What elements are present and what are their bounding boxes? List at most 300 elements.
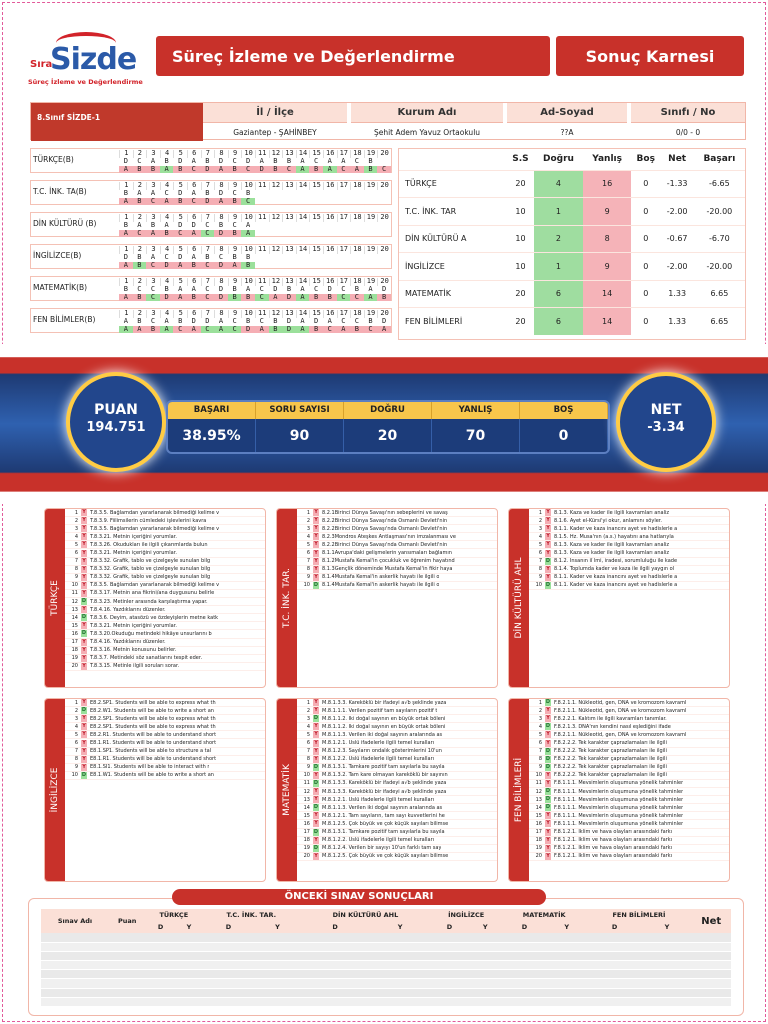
student-answer [377, 198, 391, 205]
info-value-kurum: Şehit Adem Yavuz Ortaokulu [351, 122, 503, 141]
student-answer: B [133, 166, 147, 173]
outcome-item [65, 731, 265, 739]
answer-key: A [123, 316, 128, 325]
outcome-status: Y [546, 707, 550, 714]
student-answer: C [187, 198, 201, 205]
answer-key: C [341, 316, 346, 325]
outcome-number: 5 [538, 731, 542, 738]
answer-key [323, 222, 337, 230]
question-number: 14 [296, 150, 310, 158]
outcome-item [297, 853, 497, 861]
outcome-text: F.8.1.1.1. Mevsimlerin oluşumuna yönelik tahminler [554, 804, 684, 811]
answer-key: B [205, 156, 210, 165]
outcome-box [44, 698, 266, 882]
student-answer: A [119, 166, 133, 173]
question-number: 20 [377, 310, 391, 318]
student-answer [323, 198, 337, 205]
outcome-number: 7 [538, 558, 542, 565]
summary-subject: FEN BİLİMLERİ [399, 308, 507, 336]
outcome-number: 15 [71, 622, 78, 629]
answer-key: B [368, 316, 373, 325]
answer-key: A [137, 188, 142, 197]
student-answer: B [269, 326, 283, 333]
question-number: 20 [377, 278, 391, 286]
student-answer: B [133, 198, 147, 205]
outcome-item [297, 748, 497, 756]
student-answer: C [201, 230, 215, 237]
logo-sizde-text [50, 42, 136, 77]
answer-key: D [178, 156, 183, 165]
student-answer: B [187, 294, 201, 301]
answer-subject: İNGİLİZCE(B) [33, 251, 82, 260]
summary-subject: T.C. İNK. TAR [399, 198, 507, 226]
info-value-il: Gaziantep - ŞAHİNBEY [203, 122, 347, 141]
stat-dogru-value: 20 [344, 419, 432, 454]
outcome-item [65, 622, 265, 630]
outcome-item [529, 845, 729, 853]
outcome-subject: İNGİLİZCE [50, 767, 60, 813]
outcome-number: 17 [535, 829, 542, 836]
score-band [0, 344, 768, 504]
outcome-number: 2 [538, 517, 542, 524]
student-answer: D [282, 326, 296, 333]
outcome-number: 2 [74, 707, 78, 714]
prev-cell [547, 979, 586, 988]
outcome-text: T.8.3.32. Grafik, tablo ve çizelgeyle sunulan bilg [90, 558, 211, 565]
question-number: 9 [228, 278, 242, 286]
outcome-list [65, 699, 265, 780]
outcome-text: 8.1.2Mustafa Kemal'in çocukluk ve öğrenim hayatınd [322, 558, 455, 565]
answer-key [377, 190, 391, 198]
outcome-status: Y [314, 852, 318, 859]
answer-key: B [123, 188, 128, 197]
student-answer: B [309, 326, 323, 333]
outcome-status: Y [82, 731, 86, 738]
outcome-text: M.8.1.1.1. Verilen pozitif tam sayıların pozitif t [322, 707, 438, 714]
prev-cell [691, 951, 731, 960]
outcome-status: Y [82, 638, 86, 645]
outcome-list [65, 509, 265, 671]
summary-table [398, 148, 746, 340]
prev-cell [547, 988, 586, 997]
outcome-box [508, 508, 730, 688]
student-answer [269, 262, 283, 269]
question-number: 7 [201, 246, 215, 254]
question-number: 9 [228, 310, 242, 318]
answer-key [269, 222, 283, 230]
outcome-number: 1 [306, 509, 310, 516]
answer-key: D [286, 316, 292, 325]
outcome-item [65, 663, 265, 671]
outcome-item [65, 614, 265, 622]
outcome-item [297, 788, 497, 796]
outcome-text: F.8.2.2.2. Tek karakter çaprazlamaları ile ilgili [554, 740, 667, 747]
prev-cell [587, 951, 643, 960]
info-value-sinif: 0/0 - 0 [631, 122, 745, 141]
prev-cell [109, 933, 145, 942]
question-number: 7 [201, 182, 215, 190]
question-number: 5 [173, 150, 187, 158]
question-number: 2 [133, 150, 147, 158]
question-number: 4 [160, 182, 174, 190]
answer-key [269, 254, 283, 262]
prev-cell [202, 979, 254, 988]
question-number: 13 [282, 150, 296, 158]
student-answer [364, 198, 378, 205]
student-answer-row [119, 165, 391, 173]
outcome-number: 5 [74, 731, 78, 738]
answer-key: A [191, 252, 196, 261]
summary-row [399, 280, 745, 308]
answer-key [323, 254, 337, 262]
outcome-number: 7 [74, 748, 78, 755]
question-number-row [119, 246, 391, 254]
question-number: 3 [146, 278, 160, 286]
answer-key: B [150, 220, 156, 229]
prev-cell [300, 997, 369, 1006]
outcome-item [297, 699, 497, 707]
summary-cell: 0 [631, 198, 661, 226]
outcome-number: 18 [71, 647, 78, 654]
answer-key: C [341, 284, 346, 293]
student-answer: C [364, 326, 378, 333]
outcome-number: 9 [74, 764, 78, 771]
prev-header-y: Y [176, 921, 202, 933]
outcome-number: 10 [303, 582, 310, 589]
student-answer: B [241, 294, 255, 301]
answer-key: D [123, 252, 128, 261]
question-number: 18 [350, 278, 364, 286]
prev-cell [41, 961, 109, 970]
prev-cell [547, 942, 586, 951]
outcome-item [529, 699, 729, 707]
outcome-item [65, 558, 265, 566]
question-number: 12 [269, 182, 283, 190]
student-answer: D [214, 294, 228, 301]
outcome-item [529, 582, 729, 590]
question-number: 16 [323, 182, 337, 190]
outcome-text: 8.1.4. Toplumda kader ve kaza ile ilgili yaygın ol [554, 566, 675, 573]
outcome-number: 8 [306, 566, 310, 573]
outcome-text: T.8.4.16. Yazdıklarını düzenler. [90, 606, 166, 613]
question-number: 10 [241, 182, 255, 190]
student-answer: A [133, 326, 147, 333]
prev-cell [109, 970, 145, 979]
answer-key: C [137, 284, 142, 293]
outcome-text: M.8.1.3.3. Kareköklü bir ifadeyi a√b şeklinde yaza [322, 780, 447, 787]
outcome-text: T.8.3.21. Metnin içeriğini yorumlar. [90, 533, 177, 540]
outcome-text: T.8.3.9. Fiilimsilerin cümledeki işlevlerini kavra [90, 517, 207, 524]
question-number: 11 [255, 278, 269, 286]
answer-key: A [300, 316, 305, 325]
outcome-text: 8.1.4Mustafa Kemal'in askerlik hayatı ile ilgili o [322, 574, 440, 581]
question-number: 20 [377, 214, 391, 222]
outcome-item [297, 804, 497, 812]
outcome-number: 4 [74, 723, 78, 730]
outcome-text: M.8.1.3.3. Kareköklü bir ifadeyi a√b şeklinde yaza [322, 699, 447, 706]
question-number: 19 [364, 278, 378, 286]
prev-cell [469, 997, 502, 1006]
prev-cell [300, 988, 369, 997]
outcome-number: 9 [74, 574, 78, 581]
summary-cell: -2.00 [661, 253, 694, 281]
outcome-item [297, 525, 497, 533]
prev-cell [370, 970, 431, 979]
prev-header-row [41, 909, 731, 921]
outcome-item [297, 845, 497, 853]
prev-cell [691, 942, 731, 951]
answer-key: A [150, 252, 156, 261]
student-answer: A [364, 294, 378, 301]
outcome-item [65, 772, 265, 780]
question-number: 9 [228, 150, 242, 158]
prev-cell [691, 933, 731, 942]
summary-cell: 6 [534, 308, 584, 336]
outcome-text: 8.1.1. Kader ve kaza inancını ayet ve hadislerle a [554, 582, 678, 589]
student-answer [282, 230, 296, 237]
summary-cell: 6.65 [694, 308, 745, 336]
outcome-item [529, 739, 729, 747]
prev-cell [176, 970, 202, 979]
answer-key: D [123, 156, 128, 165]
outcome-text: M.8.1.2.1. Tam sayıların, tam sayı kuvvetlerini he [322, 812, 445, 819]
outcome-status: D [545, 699, 551, 706]
student-answer: C [146, 198, 160, 205]
student-answer: B [309, 294, 323, 301]
question-number: 12 [269, 310, 283, 318]
outcome-number: 4 [538, 723, 542, 730]
student-answer [269, 230, 283, 237]
outcome-item [297, 549, 497, 557]
outcome-number: 17 [71, 639, 78, 646]
outcome-text: T.8.3.32. Grafik, tablo ve çizelgeyle sunulan bilg [90, 566, 211, 573]
prev-header-d: D [502, 921, 547, 933]
answer-key: A [246, 220, 251, 229]
outcome-item [65, 582, 265, 590]
student-answer: A [323, 166, 337, 173]
prev-cell [255, 997, 301, 1006]
answer-key: D [327, 284, 332, 293]
answer-row [30, 276, 392, 301]
prev-cell [430, 961, 468, 970]
question-number: 3 [146, 310, 160, 318]
outcome-item [529, 756, 729, 764]
outcome-item [65, 723, 265, 731]
prev-header-net: Net [691, 909, 731, 933]
prev-cell [145, 970, 175, 979]
answer-key: A [191, 284, 196, 293]
student-answer: A [337, 326, 351, 333]
outcome-item [529, 788, 729, 796]
prev-header-d: D [202, 921, 254, 933]
answer-key: A [300, 156, 305, 165]
outcome-item [297, 731, 497, 739]
prev-cell [145, 961, 175, 970]
outcome-subject: T.C. İNK. TAR. [282, 567, 292, 629]
answer-key: D [218, 284, 224, 293]
answer-key [377, 254, 391, 262]
outcome-text: T.8.3.5. Bağlamdan yararlanarak bilmediği kelime v [90, 582, 220, 589]
prev-cell [547, 961, 586, 970]
student-answer: A [255, 326, 269, 333]
student-answer [350, 198, 364, 205]
prev-cell [109, 951, 145, 960]
summary-cell: 1 [534, 253, 584, 281]
answer-key: C [259, 284, 264, 293]
prev-cell [145, 997, 175, 1006]
answer-key [337, 190, 351, 198]
student-answer: D [160, 262, 174, 269]
question-number: 14 [296, 246, 310, 254]
outcome-number: 7 [306, 748, 310, 755]
outcome-box [508, 698, 730, 882]
outcome-text: E8.1.W1. Students will be able to write a short an [90, 772, 214, 779]
prev-cell [202, 933, 254, 942]
summary-cell: -1.33 [661, 170, 694, 198]
outcome-status: Y [82, 763, 86, 770]
prev-header-d: D [430, 921, 468, 933]
outcome-status: Y [82, 747, 86, 754]
question-number: 12 [269, 246, 283, 254]
student-answer: B [173, 198, 187, 205]
prev-cell [255, 970, 301, 979]
answer-grid [119, 278, 391, 301]
answer-key: C [354, 156, 359, 165]
outcome-number: 1 [74, 509, 78, 516]
student-answer-row [119, 197, 391, 205]
answer-key-row [119, 190, 391, 198]
outcome-text: T.8.3.16. Metnin konusunu belirler. [90, 647, 177, 654]
student-answer: B [160, 230, 174, 237]
outcome-item [297, 715, 497, 723]
student-answer: B [350, 326, 364, 333]
outcome-number: 9 [538, 574, 542, 581]
outcome-status: Y [82, 662, 86, 669]
outcome-number: 8 [538, 566, 542, 573]
question-number: 6 [187, 182, 201, 190]
prev-cell [691, 988, 731, 997]
outcome-status: Y [314, 812, 318, 819]
answer-key: D [205, 316, 210, 325]
student-answer: C [201, 262, 215, 269]
logo-sira-text: Sıra [30, 59, 53, 70]
summary-cell: 6.65 [694, 280, 745, 308]
outcome-item [529, 509, 729, 517]
outcome-status: Y [546, 715, 550, 722]
question-number: 6 [187, 150, 201, 158]
question-number: 11 [255, 310, 269, 318]
outcome-number: 6 [74, 740, 78, 747]
question-number: 10 [241, 214, 255, 222]
answer-grid [119, 150, 391, 173]
outcome-item [529, 853, 729, 861]
student-answer [323, 262, 337, 269]
outcome-number: 1 [306, 699, 310, 706]
answer-key-row [119, 318, 391, 326]
page-title: Süreç İzleme ve Değerlendirme [156, 36, 550, 76]
student-answer: A [173, 262, 187, 269]
outcome-status: Y [82, 509, 86, 516]
question-number: 11 [255, 182, 269, 190]
outcome-item [65, 748, 265, 756]
outcome-list [297, 699, 497, 861]
puan-label: PUAN [94, 402, 138, 418]
question-number: 14 [296, 310, 310, 318]
prev-cell [587, 979, 643, 988]
prev-header-subject: DİN KÜLTÜRÜ AHL [300, 909, 430, 921]
outcome-status: D [81, 707, 87, 714]
outcome-item [529, 731, 729, 739]
outcome-text: T.8.3.17. Metnin ana fikrini/ana duygusunu belirle [90, 590, 215, 597]
question-number: 1 [119, 310, 133, 318]
prev-cell [469, 961, 502, 970]
question-number: 20 [377, 150, 391, 158]
question-number: 12 [269, 278, 283, 286]
outcome-item [529, 541, 729, 549]
question-number-row [119, 214, 391, 222]
question-number: 19 [364, 182, 378, 190]
outcome-number: 2 [74, 517, 78, 524]
prev-header-subject: T.C. İNK. TAR. [202, 909, 300, 921]
prev-cell [370, 988, 431, 997]
summary-cell: -6.70 [694, 225, 745, 253]
prev-cell [547, 970, 586, 979]
outcome-item [529, 707, 729, 715]
question-number: 17 [337, 278, 351, 286]
outcome-status: D [313, 763, 319, 770]
outcome-text: E8.2.SP1. Students will be able to express what th [90, 723, 216, 730]
outcome-item [529, 715, 729, 723]
question-number-row [119, 150, 391, 158]
student-answer [377, 230, 391, 237]
prev-cell [643, 979, 692, 988]
prev-cell [430, 988, 468, 997]
summary-header: Doğru [542, 154, 574, 165]
answer-key [309, 190, 323, 198]
question-number: 8 [214, 246, 228, 254]
student-answer: A [119, 294, 133, 301]
outcome-item [529, 780, 729, 788]
prev-cell [300, 933, 369, 942]
outcome-status: Y [546, 836, 550, 843]
outcome-subject: TÜRKÇE [50, 580, 60, 616]
outcome-number: 15 [535, 812, 542, 819]
answer-key: C [232, 156, 237, 165]
outcome-number: 5 [306, 731, 310, 738]
student-answer: D [160, 294, 174, 301]
question-number: 11 [255, 214, 269, 222]
outcome-box [276, 508, 498, 688]
outcome-text: F.8.1.1.1. Mevsimlerin oluşumuna yönelik tahminler [554, 820, 684, 827]
outcome-text: 8.1.3. Kaza ve kader ile ilgili kavramları analiz [554, 541, 669, 548]
outcome-item [65, 541, 265, 549]
outcome-number: 12 [303, 788, 310, 795]
outcome-text: 8.1.3Gençlik döneminde Mustafa Kemal'in fikir haya [322, 566, 453, 573]
answer-key: C [218, 252, 224, 261]
prev-cell [176, 988, 202, 997]
outcome-item [297, 558, 497, 566]
prev-cell [145, 942, 175, 951]
question-number: 18 [350, 150, 364, 158]
outcome-status: Y [546, 812, 550, 819]
outcome-status: Y [314, 573, 318, 580]
summary-cell: -0.67 [661, 225, 694, 253]
outcome-text: M.8.1.2.1. Üslü ifadelerle ilgili temel kuralları [322, 796, 435, 803]
outcome-status: Y [546, 565, 550, 572]
outcome-text: F.8.2.1.1. Nükleotid, gen, DNA ve kromozom kavraml [554, 699, 687, 706]
outcome-status: Y [82, 739, 86, 746]
prev-header-subject: İNGİLİZCE [430, 909, 501, 921]
